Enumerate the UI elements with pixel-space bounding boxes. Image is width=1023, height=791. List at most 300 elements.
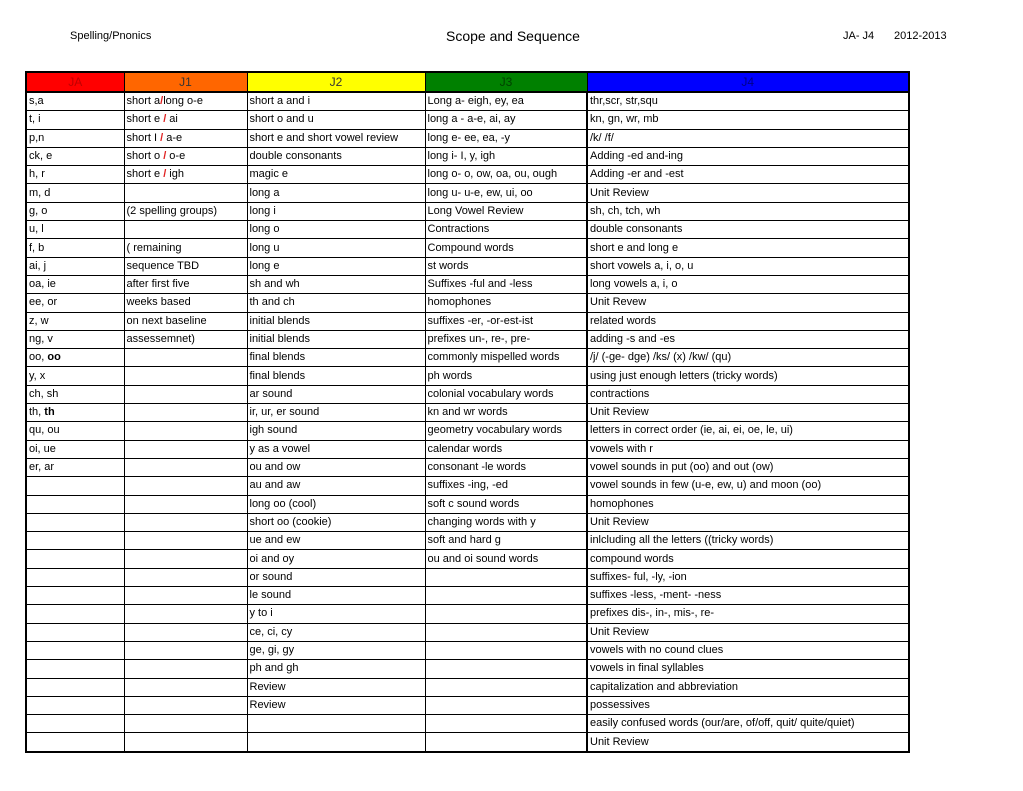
- cell-text: on next baseline: [126, 314, 207, 327]
- cell-ja: [26, 696, 124, 714]
- cell-j2: [247, 696, 425, 714]
- cell-text: short vowels a, i, o, u: [590, 259, 694, 272]
- cell-text: th,: [29, 406, 45, 419]
- cell-ja: [26, 111, 124, 129]
- cell-j2: [247, 239, 425, 257]
- cell-text: ir, ur, er sound: [249, 406, 320, 419]
- cell-text: final blends: [249, 369, 306, 382]
- cell-text: consonant -le words: [427, 461, 526, 474]
- cell-j1: [124, 330, 247, 348]
- cell-text: contractions: [590, 387, 650, 400]
- cell-j4: [587, 458, 909, 476]
- cell-text: long u: [249, 241, 280, 254]
- cell-text: Suffixes -ful and -less: [427, 278, 533, 291]
- table-row: [26, 294, 909, 312]
- cell-text: y as a vowel: [249, 442, 311, 455]
- cell-j3: [425, 422, 587, 440]
- cell-j4: [587, 166, 909, 184]
- cell-j2: [247, 513, 425, 531]
- cell-ja: [26, 239, 124, 257]
- cell-text: ou and ow: [249, 461, 301, 474]
- cell-j1: [124, 404, 247, 422]
- cell-j4: [587, 367, 909, 385]
- cell-j3: [425, 312, 587, 330]
- cell-ja: [26, 202, 124, 220]
- cell-text: double consonants: [590, 223, 683, 236]
- cell-j1: [124, 166, 247, 184]
- table-row: [26, 550, 909, 568]
- cell-text: er, ar: [29, 461, 55, 474]
- cell-text: suffixes- ful, -ly, -ion: [590, 570, 687, 583]
- cell-text: ue and ew: [249, 534, 301, 547]
- cell-text: t, i: [29, 113, 41, 126]
- cell-text: adding -s and -es: [590, 333, 675, 345]
- cell-ja: [26, 184, 124, 202]
- cell-text: initial blends: [249, 314, 311, 327]
- table-row: [26, 147, 909, 165]
- cell-text: h, r: [29, 168, 45, 181]
- cell-j3: [425, 202, 587, 220]
- cell-ja: [26, 349, 124, 367]
- cell-j1: [124, 440, 247, 458]
- table-row: [26, 440, 909, 458]
- cell-text: y to i: [249, 607, 273, 620]
- cell-ja: [26, 92, 124, 111]
- cell-j4: [587, 404, 909, 422]
- cell-ja: [26, 678, 124, 696]
- cell-j3: [425, 239, 587, 257]
- cell-ja: [26, 513, 124, 531]
- cell-j4: [587, 184, 909, 202]
- cell-text: sh, ch, tch, wh: [590, 204, 661, 217]
- cell-text: sh and wh: [249, 278, 300, 291]
- cell-j2: [247, 422, 425, 440]
- slash-separator: /: [163, 150, 167, 163]
- cell-text: capitalization and abbreviation: [590, 680, 738, 693]
- table-row: [26, 257, 909, 275]
- table-row: [26, 733, 909, 752]
- cell-ja: [26, 568, 124, 586]
- cell-j2: [247, 440, 425, 458]
- cell-ja: [26, 641, 124, 659]
- cell-text: Long a- eigh, ey, ea: [427, 95, 524, 108]
- cell-j1: [124, 660, 247, 678]
- cell-text: vowel sounds in put (oo) and out (ow): [590, 461, 774, 474]
- cell-j1: [124, 367, 247, 385]
- cell-j1: [124, 111, 247, 129]
- cell-text: soft and hard g: [427, 534, 501, 547]
- cell-text: assessemnet): [126, 333, 195, 345]
- cell-j4: [587, 330, 909, 348]
- cell-j1: [124, 587, 247, 605]
- table-row: [26, 715, 909, 733]
- cell-text: kn, gn, wr, mb: [590, 113, 659, 126]
- cell-text: short e / ai: [126, 113, 178, 126]
- table-row: [26, 660, 909, 678]
- cell-ja: [26, 532, 124, 550]
- cell-j1: [124, 129, 247, 147]
- cell-j3: [425, 294, 587, 312]
- table-row: [26, 367, 909, 385]
- level-header-j4: J4: [587, 72, 909, 92]
- cell-j1: [124, 275, 247, 293]
- scope-sequence-table: [25, 71, 910, 753]
- cell-text: soft c sound words: [427, 497, 520, 510]
- slash-separator: /: [160, 95, 164, 108]
- table-row: [26, 330, 909, 348]
- slash-separator: /: [160, 131, 164, 144]
- cell-j1: [124, 532, 247, 550]
- cell-j1: [124, 495, 247, 513]
- cell-j1: [124, 184, 247, 202]
- cell-ja: [26, 550, 124, 568]
- cell-text: th and ch: [249, 296, 295, 309]
- cell-text: thr,scr, str,squ: [590, 95, 658, 108]
- cell-j1: [124, 678, 247, 696]
- cell-j1: [124, 641, 247, 659]
- table-row: [26, 275, 909, 293]
- cell-text: short o and u: [249, 113, 314, 126]
- cell-j4: [587, 312, 909, 330]
- cell-ja: [26, 495, 124, 513]
- cell-j1: [124, 239, 247, 257]
- cell-text: oi and oy: [249, 552, 295, 565]
- table-row: [26, 239, 909, 257]
- table-row: [26, 202, 909, 220]
- cell-j1: [124, 221, 247, 239]
- cell-text: geometry vocabulary words: [427, 424, 563, 437]
- cell-text: /j/ (-ge- dge) /ks/ (x) /kw/ (qu): [590, 351, 732, 364]
- cell-text: ce, ci, cy: [249, 625, 293, 638]
- cell-text: ch, sh: [29, 387, 59, 400]
- cell-ja: [26, 147, 124, 165]
- table-row: [26, 111, 909, 129]
- cell-j3: [425, 605, 587, 623]
- table-row: [26, 678, 909, 696]
- cell-text: vowels in final syllables: [590, 662, 704, 675]
- cell-text: vowels with no cound clues: [590, 644, 724, 657]
- cell-text: homophones: [590, 497, 654, 510]
- table-row: [26, 477, 909, 495]
- cell-j3: [425, 458, 587, 476]
- cell-ja: [26, 733, 124, 752]
- cell-j4: [587, 349, 909, 367]
- cell-j1: [124, 312, 247, 330]
- cell-j3: [425, 111, 587, 129]
- cell-j4: [587, 660, 909, 678]
- table-row: [26, 221, 909, 239]
- cell-j2: [247, 294, 425, 312]
- cell-text: ck, e: [29, 150, 53, 163]
- cell-j4: [587, 385, 909, 403]
- cell-text: oi, ue: [29, 442, 56, 455]
- slash-separator: /: [163, 113, 167, 126]
- cell-j3: [425, 550, 587, 568]
- cell-ja: [26, 605, 124, 623]
- cell-text: au and aw: [249, 479, 301, 492]
- cell-text: inlcluding all the letters ((tricky words): [590, 534, 774, 547]
- cell-j1: [124, 568, 247, 586]
- cell-j4: [587, 257, 909, 275]
- cell-ja: [26, 330, 124, 348]
- cell-text: short I / a-e: [126, 131, 183, 144]
- cell-text: /k/ /f/: [590, 131, 614, 144]
- cell-text: compound words: [590, 552, 674, 565]
- level-header-j2: J2: [247, 72, 425, 92]
- cell-j4: [587, 495, 909, 513]
- cell-j1: [124, 623, 247, 641]
- cell-text: initial blends: [249, 333, 311, 345]
- cell-text: short oo (cookie): [249, 515, 332, 528]
- table-row: [26, 605, 909, 623]
- cell-j2: [247, 623, 425, 641]
- cell-text: Adding -ed and-ing: [590, 150, 683, 163]
- cell-text: commonly mispelled words: [427, 351, 560, 364]
- table-row: [26, 568, 909, 586]
- cell-ja: [26, 440, 124, 458]
- cell-j2: [247, 568, 425, 586]
- document-title: Scope and Sequence: [446, 28, 580, 44]
- cell-text: short o / o-e: [126, 150, 186, 163]
- cell-j3: [425, 221, 587, 239]
- table-row: [26, 513, 909, 531]
- cell-ja: [26, 477, 124, 495]
- cell-text: using just enough letters (tricky words): [590, 369, 778, 382]
- cell-j3: [425, 92, 587, 111]
- cell-text: suffixes -less, -ment- -ness: [590, 589, 722, 602]
- cell-text: short e and long e: [590, 241, 679, 254]
- bold-text: oo: [47, 351, 61, 364]
- cell-j4: [587, 111, 909, 129]
- cell-j2: [247, 92, 425, 111]
- slash-separator: /: [163, 168, 167, 181]
- cell-j1: [124, 477, 247, 495]
- cell-j4: [587, 513, 909, 531]
- cell-text: Compound words: [427, 241, 514, 254]
- cell-text: long i: [249, 204, 276, 217]
- cell-j2: [247, 184, 425, 202]
- cell-j2: [247, 477, 425, 495]
- cell-j3: [425, 568, 587, 586]
- cell-ja: [26, 166, 124, 184]
- cell-j1: [124, 550, 247, 568]
- cell-j3: [425, 696, 587, 714]
- cell-text: z, w: [29, 314, 49, 327]
- cell-text: ph words: [427, 369, 473, 382]
- cell-j3: [425, 495, 587, 513]
- subject-label: Spelling/Pnonics: [70, 30, 152, 42]
- table-row: [26, 129, 909, 147]
- cell-text: u, l: [29, 223, 44, 236]
- cell-text: qu, ou: [29, 424, 60, 437]
- cell-j4: [587, 422, 909, 440]
- cell-j1: [124, 696, 247, 714]
- table-row: [26, 587, 909, 605]
- cell-j2: [247, 147, 425, 165]
- cell-text: easily confused words (our/are, of/off, quit/ quite/quiet): [590, 717, 855, 730]
- cell-text: possessives: [590, 698, 650, 711]
- cell-j4: [587, 221, 909, 239]
- cell-text: ar sound: [249, 387, 293, 400]
- cell-j1: [124, 422, 247, 440]
- cell-text: g, o: [29, 204, 48, 217]
- cell-j3: [425, 275, 587, 293]
- cell-j3: [425, 129, 587, 147]
- cell-j4: [587, 532, 909, 550]
- cell-j3: [425, 385, 587, 403]
- cell-text: changing words with y: [427, 515, 536, 528]
- cell-j1: [124, 349, 247, 367]
- cell-j4: [587, 92, 909, 111]
- cell-text: Unit Revew: [590, 296, 647, 309]
- cell-j2: [247, 733, 425, 752]
- cell-text: Review: [249, 680, 286, 693]
- cell-ja: [26, 275, 124, 293]
- cell-j4: [587, 550, 909, 568]
- table-row: [26, 696, 909, 714]
- cell-text: after first five: [126, 278, 190, 291]
- cell-text: weeks based: [126, 296, 191, 309]
- cell-ja: [26, 660, 124, 678]
- cell-j4: [587, 715, 909, 733]
- cell-j2: [247, 641, 425, 659]
- school-year: 2012-2013: [894, 30, 947, 42]
- cell-j2: [247, 458, 425, 476]
- cell-text: prefixes dis-, in-, mis-, re-: [590, 607, 715, 620]
- cell-j2: [247, 129, 425, 147]
- cell-j2: [247, 587, 425, 605]
- table-row: [26, 166, 909, 184]
- cell-text: m, d: [29, 186, 51, 199]
- cell-j2: [247, 275, 425, 293]
- cell-j1: [124, 385, 247, 403]
- cell-j3: [425, 532, 587, 550]
- cell-j1: [124, 147, 247, 165]
- cell-j2: [247, 605, 425, 623]
- cell-text: Review: [249, 698, 286, 711]
- cell-j3: [425, 513, 587, 531]
- cell-j3: [425, 477, 587, 495]
- cell-j2: [247, 202, 425, 220]
- table-row: [26, 184, 909, 202]
- cell-j4: [587, 696, 909, 714]
- cell-j1: [124, 513, 247, 531]
- bold-text: th: [44, 406, 55, 419]
- cell-j4: [587, 129, 909, 147]
- cell-text: kn and wr words: [427, 406, 508, 419]
- cell-text: double consonants: [249, 150, 342, 163]
- cell-j4: [587, 477, 909, 495]
- cell-j3: [425, 404, 587, 422]
- cell-j3: [425, 257, 587, 275]
- cell-j2: [247, 678, 425, 696]
- cell-j3: [425, 641, 587, 659]
- cell-ja: [26, 257, 124, 275]
- level-header-ja: JA: [26, 72, 124, 92]
- cell-text: Unit Review: [590, 625, 649, 638]
- cell-ja: [26, 385, 124, 403]
- cell-ja: [26, 458, 124, 476]
- cell-text: ng, v: [29, 333, 53, 345]
- cell-text: long o- o, ow, oa, ou, ough: [427, 168, 558, 181]
- cell-j3: [425, 367, 587, 385]
- table-body: [26, 92, 909, 752]
- cell-text: oa, ie: [29, 278, 56, 291]
- cell-text: ee, or: [29, 296, 58, 309]
- cell-j2: [247, 111, 425, 129]
- cell-text: magic e: [249, 168, 289, 181]
- cell-text: homophones: [427, 296, 492, 309]
- table-row: [26, 385, 909, 403]
- cell-j3: [425, 660, 587, 678]
- cell-j3: [425, 147, 587, 165]
- cell-j4: [587, 275, 909, 293]
- cell-text: Contractions: [427, 223, 490, 236]
- cell-j3: [425, 440, 587, 458]
- cell-j1: [124, 733, 247, 752]
- cell-text: prefixes un-, re-, pre-: [427, 333, 531, 345]
- cell-text: Unit Review: [590, 186, 649, 199]
- level-header-j1: J1: [124, 72, 247, 92]
- cell-text: igh sound: [249, 424, 298, 437]
- cell-j1: [124, 92, 247, 111]
- cell-text: Unit Review: [590, 406, 649, 419]
- cell-text: long e- ee, ea, -y: [427, 131, 511, 144]
- cell-j3: [425, 166, 587, 184]
- cell-j4: [587, 440, 909, 458]
- cell-j2: [247, 660, 425, 678]
- cell-text: long e: [249, 259, 280, 272]
- table-row: [26, 623, 909, 641]
- cell-text: oo,: [29, 351, 48, 364]
- cell-text: final blends: [249, 351, 306, 364]
- cell-text: long i- I, y, igh: [427, 150, 496, 163]
- cell-text: vowels with r: [590, 442, 653, 455]
- cell-j4: [587, 587, 909, 605]
- level-header-j3: J3: [425, 72, 587, 92]
- cell-j2: [247, 221, 425, 239]
- cell-j4: [587, 678, 909, 696]
- level-header-row: [26, 72, 909, 92]
- cell-j1: [124, 257, 247, 275]
- cell-text: long o: [249, 223, 280, 236]
- cell-text: f, b: [29, 241, 45, 254]
- cell-j4: [587, 147, 909, 165]
- cell-text: ( remaining: [126, 241, 182, 254]
- cell-j1: [124, 715, 247, 733]
- cell-ja: [26, 221, 124, 239]
- cell-ja: [26, 129, 124, 147]
- cell-text: long a: [249, 186, 280, 199]
- cell-j1: [124, 458, 247, 476]
- cell-j4: [587, 641, 909, 659]
- cell-j4: [587, 733, 909, 752]
- cell-text: ge, gi, gy: [249, 644, 295, 657]
- table-row: [26, 404, 909, 422]
- table-row: [26, 349, 909, 367]
- cell-text: calendar words: [427, 442, 503, 455]
- cell-ja: [26, 587, 124, 605]
- cell-text: sequence TBD: [126, 259, 200, 272]
- cell-ja: [26, 404, 124, 422]
- cell-text: Adding -er and -est: [590, 168, 684, 181]
- cell-j1: [124, 294, 247, 312]
- cell-j2: [247, 385, 425, 403]
- cell-j2: [247, 495, 425, 513]
- cell-j2: [247, 715, 425, 733]
- cell-j2: [247, 166, 425, 184]
- table-row: [26, 422, 909, 440]
